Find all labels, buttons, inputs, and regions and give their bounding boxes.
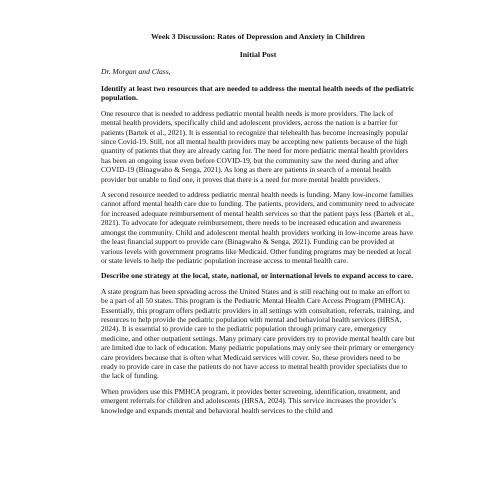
paragraph-providers: One resource that is needed to address pediatric mental health needs is more providers. The lack of mental health providers, specifically child and adolescent providers, across the nation is a barrier for patients (Bartek et al., 2021). It is essential to recognize that telehealth has become increasingly popular since Covid-19. Still, not all mental health providers may be accepting new patients because of the high quantity of patients that they are already caring for. The need for more pediatric mental health providers has been an ongoing issue even before COVID-19, but the community saw the need during and after COVID-19 (Binagwaho & Senga, 2021). As long as there are patients in search of a mental health provider but unable to find one, it proves that there is a need for more mental health providers. [101, 108, 409, 184]
section-heading-resources: Identify at least two resources that are needed to address the mental health needs of the pediatric population. [101, 84, 415, 103]
section-heading-strategy: Describe one strategy at the local, state, national, or international levels to expand access to care. [101, 271, 414, 281]
paragraph-pmhca-program: A state program has been spreading across the United States and is still reaching out to make an effort to be a part of all 50 states. This program is the Pediatric Mental Health Care Access Program (PMHCA). Essentially, this program offers pediatric providers in all settings with consultation, referrals, training, and resources to help provide the pediatric population with mental and behavioral health services (HRSA, 2024). It is essential to provide care to the pediatric population through primary care, emergency medicine, and other outpatient settings. Many primary care providers try to provide mental health care but are limited due to lack of education. Many pediatric populations may only see their primary or emergency care providers because that is often what Medicaid services will cover. So, these providers need to be ready to provide care in case the patients do not have access to mental health provider specialists due to the lack of funding. [101, 286, 415, 381]
paragraph-pmhca-usage: When providers use this PMHCA program, it provides better screening, identification, treatment, and emergent referrals for children and adolescents (HRSA, 2024). This service increases the provider’s knowledge and expands mental and behavioral health services to the child and [101, 386, 401, 415]
document-subtitle: Initial Post [239, 50, 277, 59]
document-title: Week 3 Discussion: Rates of Depression and Anxiety in Children [151, 32, 365, 41]
paragraph-funding: A second resource needed to address pediatric mental health needs is funding. Many low-income families cannot afford mental health care due to funding. The patients, providers, and community need to advocate for increased adequate reimbursement of mental health services so that the patient pays less (Bartek et al., 2021). To advocate for adequate reimbursement, there needs to be increased education and awareness amongst the community. Child and adolescent mental health providers working in low-income areas have the least financial support to provide care (Binagwaho & Senga, 2021). Funding can be provided at various levels with government programs like Medicaid. Other funding programs may be needed at local or state levels to help the pediatric population increase access to mental health care. [101, 190, 415, 265]
salutation: Dr. Morgan and Class, [101, 67, 171, 76]
